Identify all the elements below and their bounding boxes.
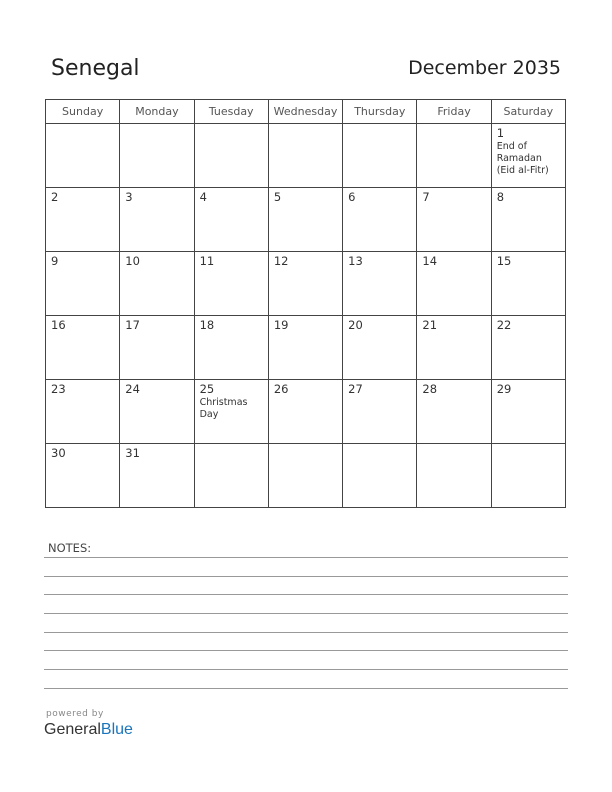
brand-logo[interactable] bbox=[44, 721, 133, 739]
weekday-tuesday: Tuesday bbox=[194, 100, 268, 124]
note-line bbox=[44, 576, 568, 577]
note-line bbox=[44, 594, 568, 595]
notes-label: NOTES: bbox=[48, 541, 92, 555]
note-line bbox=[44, 557, 568, 558]
day-cell[interactable] bbox=[343, 380, 417, 444]
day-number: 27 bbox=[348, 382, 363, 396]
day-cell[interactable] bbox=[46, 316, 120, 380]
day-cell[interactable] bbox=[268, 444, 342, 508]
month-year-title: December 2035 bbox=[408, 57, 561, 79]
day-number: 4 bbox=[199, 190, 207, 204]
day-cell[interactable] bbox=[417, 252, 491, 316]
day-cell[interactable] bbox=[343, 252, 417, 316]
day-number: 6 bbox=[348, 190, 356, 204]
day-cell[interactable] bbox=[491, 188, 565, 252]
day-cell[interactable] bbox=[417, 380, 491, 444]
day-cell[interactable] bbox=[194, 316, 268, 380]
weekday-saturday: Saturday bbox=[491, 100, 565, 124]
day-number: 25 bbox=[199, 382, 215, 396]
day-cell[interactable] bbox=[46, 124, 120, 188]
day-number: 10 bbox=[125, 254, 140, 268]
day-cell[interactable] bbox=[120, 316, 194, 380]
day-number: 2 bbox=[51, 190, 59, 204]
day-number: 26 bbox=[273, 382, 289, 396]
day-number: 24 bbox=[125, 382, 140, 396]
day-number: 30 bbox=[51, 446, 66, 460]
week-row bbox=[46, 316, 566, 380]
day-number: 29 bbox=[496, 382, 512, 396]
day-cell[interactable] bbox=[491, 380, 565, 444]
day-cell[interactable] bbox=[417, 444, 491, 508]
note-line bbox=[44, 650, 568, 651]
day-number: 19 bbox=[273, 318, 289, 332]
day-cell[interactable] bbox=[491, 444, 565, 508]
day-number: 9 bbox=[51, 254, 59, 268]
day-number: 28 bbox=[422, 382, 438, 396]
week-row bbox=[46, 252, 566, 316]
day-cell[interactable] bbox=[120, 380, 194, 444]
note-line bbox=[44, 669, 568, 670]
day-cell[interactable] bbox=[268, 380, 342, 444]
calendar-grid bbox=[45, 99, 566, 508]
day-cell[interactable] bbox=[417, 188, 491, 252]
powered-by-text: powered by bbox=[46, 709, 104, 719]
day-cell[interactable] bbox=[268, 316, 342, 380]
day-cell[interactable] bbox=[46, 444, 120, 508]
calendar-body bbox=[46, 124, 566, 508]
week-row bbox=[46, 188, 566, 252]
week-row bbox=[46, 444, 566, 508]
day-number: 22 bbox=[496, 318, 512, 332]
weekday-sunday: Sunday bbox=[46, 100, 120, 124]
day-cell[interactable] bbox=[417, 316, 491, 380]
day-number: 7 bbox=[422, 190, 430, 204]
weekday-wednesday: Wednesday bbox=[268, 100, 342, 124]
day-number: 31 bbox=[125, 446, 140, 460]
holiday-label: End of Ramadan (Eid al-Fitr) bbox=[496, 141, 549, 176]
brand-name-blue: Blue bbox=[100, 721, 133, 738]
day-cell[interactable] bbox=[194, 252, 268, 316]
day-cell[interactable] bbox=[120, 188, 194, 252]
weekday-monday: Monday bbox=[120, 100, 194, 124]
weekday-thursday: Thursday bbox=[343, 100, 417, 124]
day-cell[interactable] bbox=[46, 380, 120, 444]
brand-name-general: General bbox=[44, 721, 101, 738]
day-number: 5 bbox=[273, 190, 282, 204]
week-row bbox=[46, 124, 566, 188]
day-number: 17 bbox=[125, 318, 140, 332]
day-cell[interactable] bbox=[46, 252, 120, 316]
day-number: 12 bbox=[273, 254, 289, 268]
day-cell[interactable] bbox=[120, 444, 194, 508]
day-cell[interactable] bbox=[343, 316, 417, 380]
day-number: 14 bbox=[422, 254, 438, 268]
day-cell[interactable] bbox=[343, 444, 417, 508]
day-cell[interactable] bbox=[268, 124, 342, 188]
day-number: 21 bbox=[422, 318, 438, 332]
day-cell[interactable] bbox=[343, 124, 417, 188]
day-number: 18 bbox=[199, 318, 215, 332]
weekday-header-row bbox=[46, 100, 566, 124]
day-cell[interactable] bbox=[417, 124, 491, 188]
week-row bbox=[46, 380, 566, 444]
day-cell[interactable] bbox=[268, 188, 342, 252]
day-number: 16 bbox=[51, 318, 66, 332]
day-number: 1 bbox=[496, 126, 505, 140]
note-line bbox=[44, 688, 568, 689]
day-number: 20 bbox=[348, 318, 363, 332]
day-cell[interactable] bbox=[120, 252, 194, 316]
day-cell[interactable] bbox=[343, 188, 417, 252]
day-cell[interactable] bbox=[194, 380, 268, 444]
day-cell[interactable] bbox=[194, 444, 268, 508]
note-line bbox=[44, 613, 568, 614]
note-line bbox=[44, 632, 568, 633]
day-cell[interactable] bbox=[120, 124, 194, 188]
country-title: Senegal bbox=[51, 56, 140, 81]
day-number: 23 bbox=[51, 382, 66, 396]
day-number: 8 bbox=[496, 190, 505, 204]
day-cell[interactable] bbox=[491, 316, 565, 380]
day-number: 11 bbox=[199, 254, 215, 268]
weekday-friday: Friday bbox=[417, 100, 491, 124]
holiday-label: Christmas Day bbox=[199, 397, 248, 420]
day-cell[interactable] bbox=[46, 188, 120, 252]
day-cell[interactable] bbox=[491, 252, 565, 316]
day-cell[interactable] bbox=[268, 252, 342, 316]
day-number: 13 bbox=[348, 254, 363, 268]
day-cell[interactable] bbox=[194, 124, 268, 188]
day-cell[interactable] bbox=[194, 188, 268, 252]
day-number: 3 bbox=[125, 190, 133, 204]
day-cell[interactable] bbox=[491, 124, 565, 188]
day-number: 15 bbox=[496, 254, 512, 268]
